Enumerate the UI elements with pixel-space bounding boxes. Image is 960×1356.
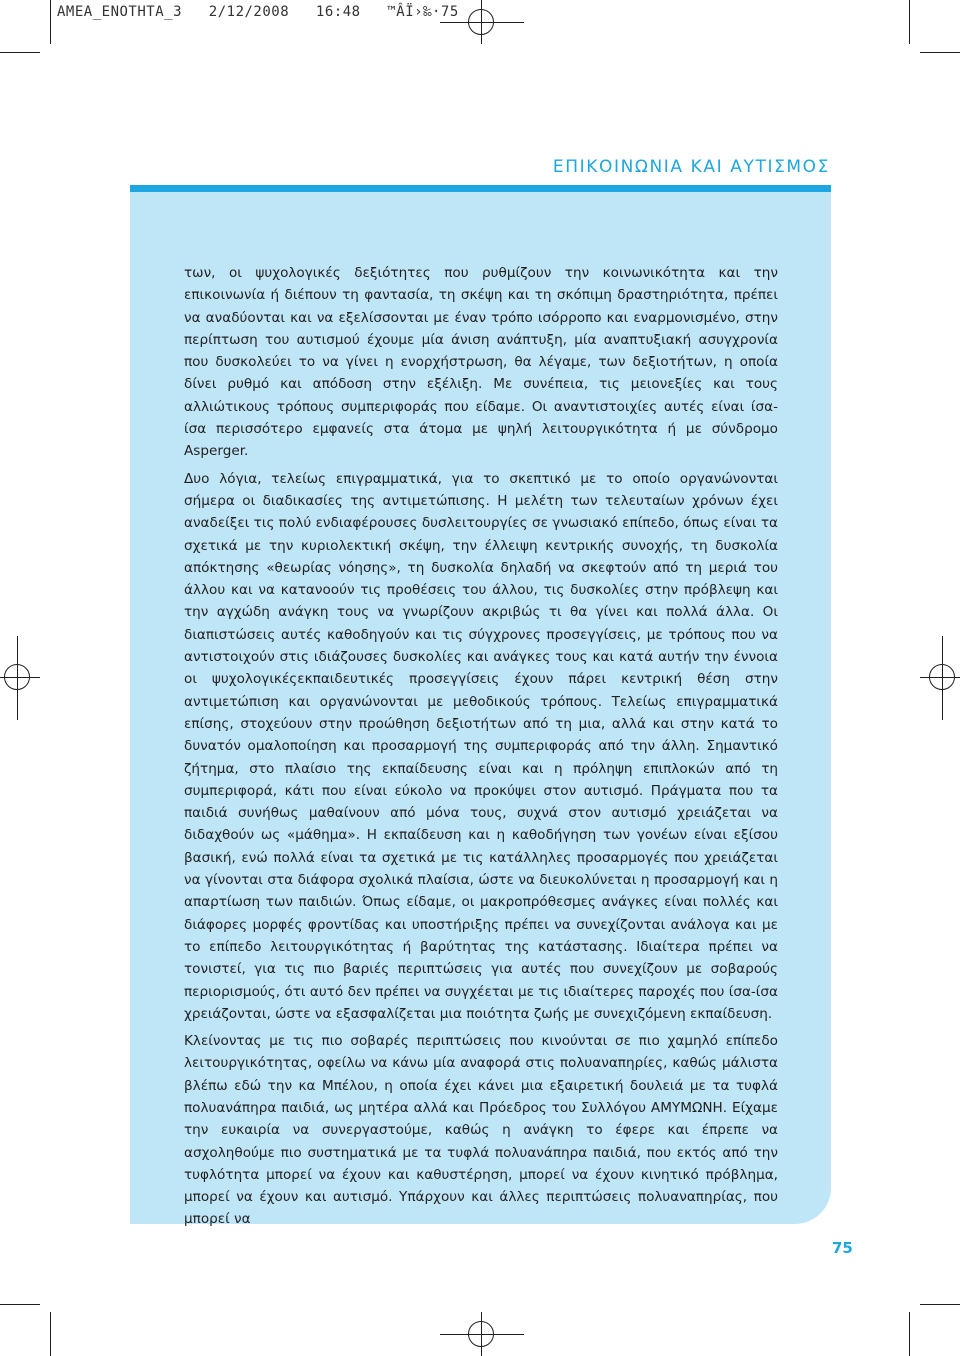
registration-mark-left-circle bbox=[4, 664, 30, 690]
registration-mark-top-circle bbox=[468, 9, 494, 35]
header-rule bbox=[130, 185, 831, 192]
crop-mark-top-right-v bbox=[909, 0, 910, 44]
print-slug-line: AMEA_ENOTHTA_3 2/12/2008 16:48 ™ÂÏ›‰·75 bbox=[57, 4, 459, 20]
body-text bbox=[184, 262, 778, 1236]
crop-mark-bottom-left-v bbox=[50, 1312, 51, 1356]
crop-mark-top-left-h bbox=[0, 52, 40, 53]
page-number: 75 bbox=[832, 1239, 853, 1257]
paragraph: Κλείνοντας με τις πιο σοβαρές περιπτώσεις που κινούνται σε πιο χαμηλό επίπεδο λειτουργικότητας, οφείλω να κάνω μία αναφορά στις πολυαναπηρίες, καθώς μάλιστα βλέπω εδώ την κα Μπέλου, η οποία έχει κάνει μια εξαιρετική δουλειά με τα τυφλά πολυανάπηρα παιδιά, ως μητέρα αλλά και Πρόεδρος του Συλλόγου ΑΜΥΜΩΝΗ. Είχαμε την ευκαιρία να συνεργαστούμε, καθώς η ανάγκη το έφερε και έπρεπε να ασχοληθούμε πιο συστηματικά με τα τυφλά πολυανάπηρα παιδιά, που εκτός από την τυφλότητα μπορεί να έχουν και καθυστέρηση, μπορεί να έχουν κινητικό πρόβλημα, μπορεί να έχουν και αυτισμό. Υπάρχουν και άλλες περιπτώσεις πολυαναπηρίας, που μπορεί να bbox=[184, 1033, 778, 1228]
registration-mark-bottom-circle bbox=[468, 1321, 494, 1347]
crop-mark-bottom-left-h bbox=[0, 1304, 40, 1305]
running-header-title: ΕΠΙΚΟΙΝΩΝΙΑ ΚΑΙ ΑΥΤΙΣΜΟΣ bbox=[552, 157, 830, 177]
crop-mark-bottom-right-v bbox=[909, 1312, 910, 1356]
crop-mark-bottom-right-h bbox=[920, 1304, 960, 1305]
crop-mark-top-left-v bbox=[50, 0, 51, 44]
registration-mark-right-circle bbox=[929, 664, 955, 690]
crop-mark-top-right-h bbox=[920, 52, 960, 53]
paragraph: Δυο λόγια, τελείως επιγραμματικά, για το σκεπτικό με το οποίο οργανώνονται σήμερα οι διαδικασίες της αντιμετώπισης. Η μελέτη των τελευταίων χρόνων έχει αναδείξει τις πολύ ενδιαφέρουσες δυσλειτουργίες σε γνωσιακό επίπεδο, όπως είναι τα σχετικά με την κυριολεκτική σκέψη, την έλλειψη κεντρικής συνοχής, τη δυσκολία απόκτησης «θεωρίας νόησης», τη δυσκολία δηλαδή να σκεφτούν από τη μεριά του άλλου και να κατανοούν τις προθέσεις του άλλου, τις δυσκολίες στην πρόβλεψη και την αγχώδη ανάγκη τους να γνωρίζουν ακριβώς τι θα γίνει και πολλά άλλα. Οι διαπιστώσεις αυτές καθοδηγούν και τις σύγχρονες προσεγγίσεις, με τρόπους που να αντιστοιχούν στις ιδιάζουσες δυσκολίες και ανάγκες τους και κατά αυτήν την έννοια οι ψυχολογικέςεκπαιδευτικές προσεγγίσεις έχουν πάρει κεντρική θέση στην αντιμετώπιση και οργανώνονται με μεθοδικούς τρόπους. Τελείως επιγραμματικά επίσης, στοχεύουν στην προώθηση δεξιοτήτων από τη μια, αλλά και στην κατά το δυνατόν ομαλοποίηση και προσαρμογή της συμπεριφοράς από την άλλη. Σημαντικό ζήτημα, στο πλαίσιο της εκπαίδευσης είναι και η πρόληψη επιπλοκών από τη συμπεριφορά, κάτι που είναι εύκολο να προκύψει στον αυτισμό. Πράγματα που τα παιδιά συνήθως μαθαίνουν από μόνα τους, συχνά στον αυτισμό χρειάζεται να διδαχθούν ως «μάθημα». Η εκπαίδευση και η καθοδήγηση των γονέων είναι εξίσου βασική, ενώ πολλά είναι τα σχετικά με τις κατάλληλες προσαρμογές που χρειάζεται να γίνονται στα διάφορα σχολικά πλαίσια, ώστε να διευκολύνεται η προσαρμογή και η απαρτίωση των παιδιών. Όπως είδαμε, οι μακροπρόθεσμες ανάγκες είναι πολλές και διάφορες μορφές φροντίδας και υποστήριξης πρέπει να συνεχίζονται ανάλογα και με το επίπεδο λειτουργικότητας ή βαρύτητας της κατάστασης. Ιδιαίτερα πρέπει να τονιστεί, για τις πιο βαριές περιπτώσεις για αυτές που συνεχίζουν με σοβαρούς περιορισμούς, ότι αυτό δεν πρέπει να συγχέεται με τις ιδιαίτερες παροχές που ίσα-ίσα χρειάζονται, ώστε να εξασφαλίζεται μια ποιότητα ζωής με συνεχιζόμενη εκπαίδευση. bbox=[184, 470, 778, 1022]
paragraph: των, οι ψυχολογικές δεξιότητες που ρυθμίζουν την κοινωνικότητα και την επικοινωνία ή διέπουν τη φαντασία, τη σκέψη και τη σκόπιμη δραστηριότητα, πρέπει να αναδύονται και να εξελίσσονται με έναν τρόπο ισόρροπο και εναρμονισμένο, στην περίπτωση του αυτισμού έχουμε μία άνιση ανάπτυξη, μία αναπτυξιακή ασυγχρονία που δυσκολεύει το να γίνει η ενορχήστρωση, θα λέγαμε, των δεξιοτήτων, η οποία δίνει ρυθμό και απόδοση στην εξέλιξη. Με συνέπεια, τις μειονεξίες και τους αλλιώτικους τρόπους συμπεριφοράς που είδαμε. Οι αναντιστοιχίες αυτές είναι ίσα-ίσα περισσότερο εμφανείς στα άτομα με ψηλή λειτουργικότητα ή με σύνδρομο Asperger. bbox=[184, 265, 778, 460]
